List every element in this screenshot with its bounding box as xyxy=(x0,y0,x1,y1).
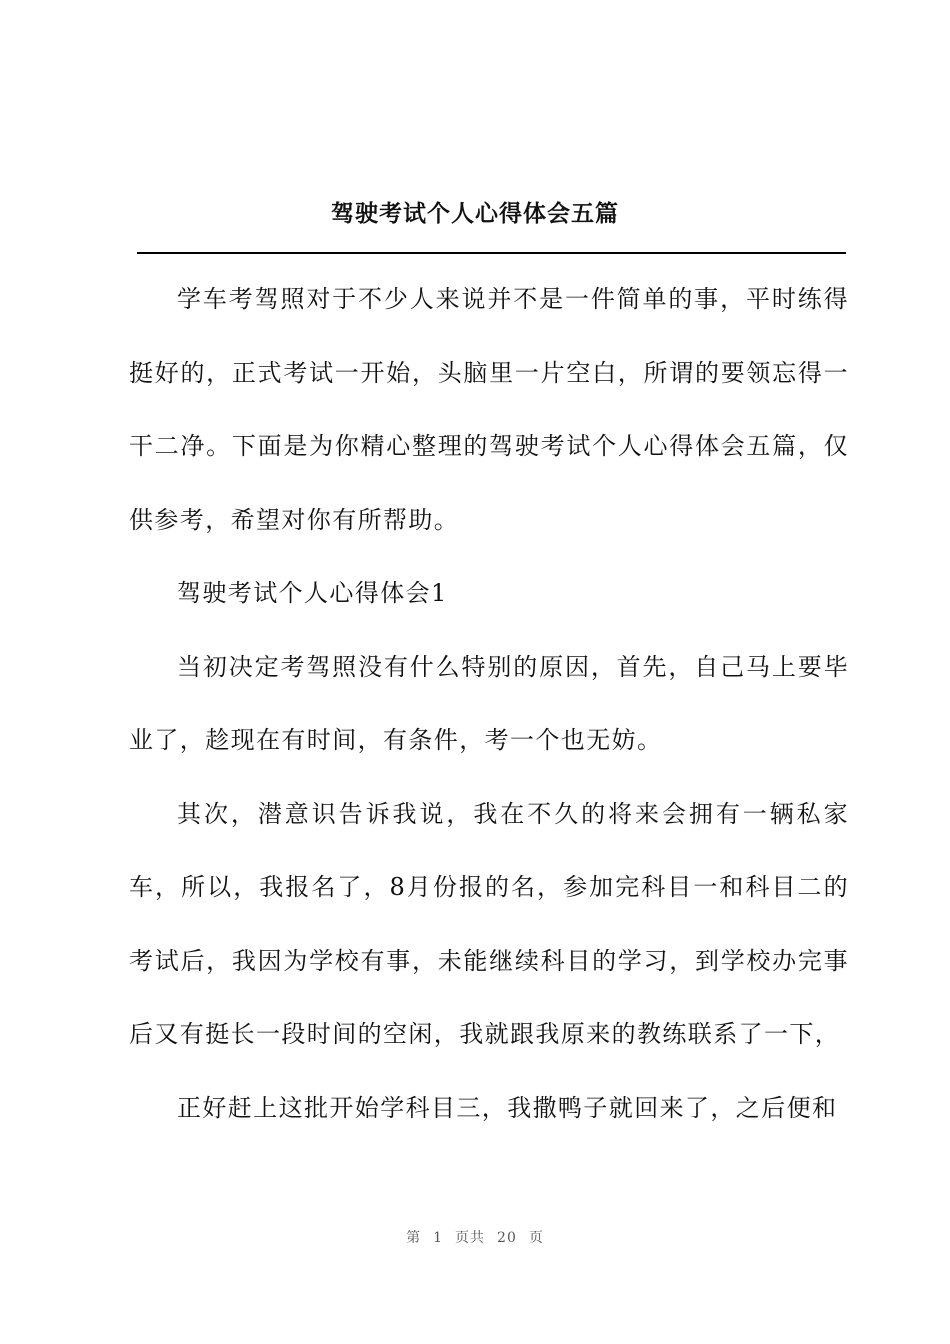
paragraph: 当初决定考驾照没有什么特别的原因，首先，自己马上要毕业了，趁现在有时间，有条件，考一个也无妨。 xyxy=(129,652,849,754)
page-footer xyxy=(0,1228,950,1248)
section-heading: 驾驶考试个人心得体会1 xyxy=(177,579,448,607)
footer-total-label: 页共 xyxy=(455,1230,486,1246)
paragraph-intro: 学车考驾照对于不少人来说并不是一件简单的事，平时练得挺好的，正式考试一开始，头脑里一片空白，所谓的要领忘得一干二净。下面是为你精心整理的驾驶考试个人心得体会五篇，仅供参考，希望对你有所帮助。 xyxy=(129,285,849,534)
document-title: 驾驶考试个人心得体会五篇 xyxy=(331,201,619,227)
footer-page-label: 第 xyxy=(406,1230,422,1246)
paragraph: 其次，潜意识告诉我说，我在不久的将来会拥有一辆私家车，所以，我报名了，8月份报的名，参加完科目一和科目二的考试后，我因为学校有事，未能继续科目的学习，到学校办完事后又有挺长一段时间的空闲，我就跟我原来的教练联系了一下， xyxy=(129,799,849,1048)
footer-suffix: 页 xyxy=(528,1230,544,1246)
paragraph: 正好赶上这批开始学科目三，我撒鸭子就回来了，之后便和 xyxy=(177,1093,838,1122)
title-divider xyxy=(137,252,846,254)
document-body xyxy=(129,263,849,1145)
footer-total-pages: 20 xyxy=(497,1230,517,1246)
footer-page-number: 1 xyxy=(433,1230,444,1246)
